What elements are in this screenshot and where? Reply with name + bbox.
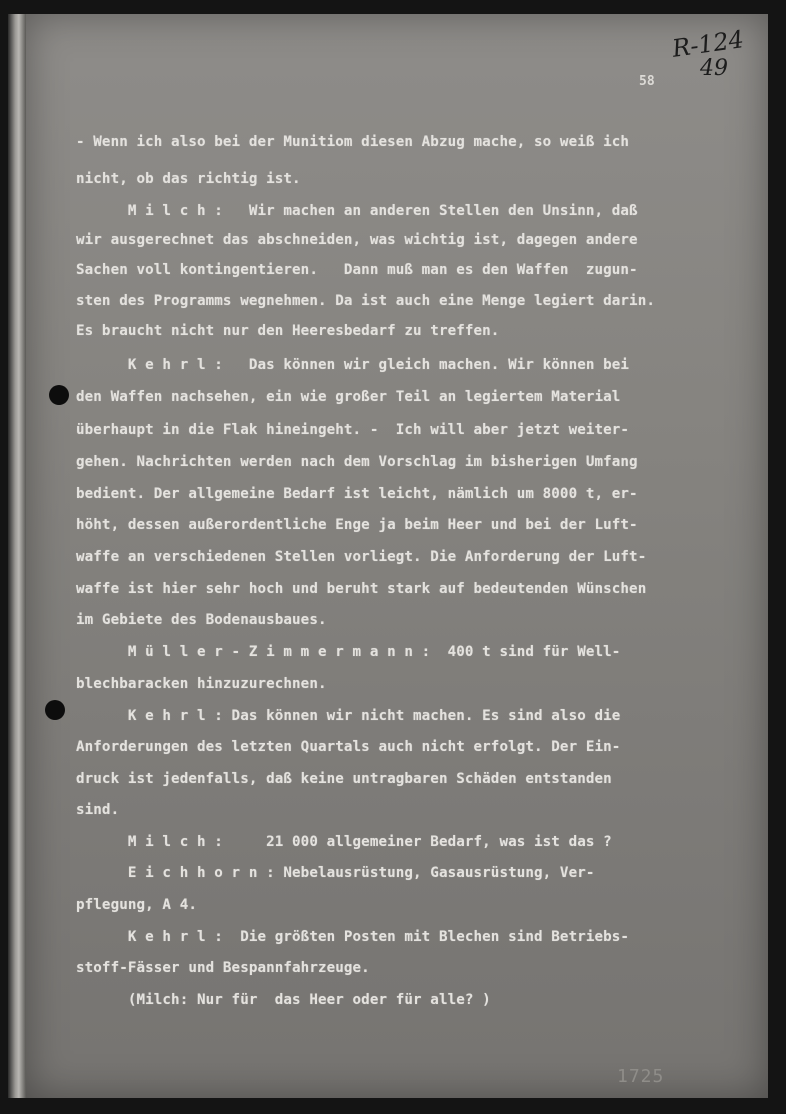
text-line: Sachen voll kontingentieren. Dann muß man es den Waffen zugun- — [76, 262, 638, 278]
text-line: waffe ist hier sehr hoch und beruht stark auf bedeutenden Wünschen — [76, 581, 647, 597]
text-line: sten des Programms wegnehmen. Da ist auch eine Menge legiert darin. — [76, 293, 655, 309]
text-line: stoff-Fässer und Bespannfahrzeuge. — [76, 960, 370, 976]
text-line: bedient. Der allgemeine Bedarf ist leicht, nämlich um 8000 t, er- — [76, 486, 638, 502]
archive-stamp: 1725 — [617, 1066, 665, 1087]
text-line: E i c h h o r n : Nebelausrüstung, Gasausrüstung, Ver- — [76, 865, 595, 881]
text-line: (Milch: Nur für das Heer oder für alle? ) — [76, 992, 491, 1008]
page-number: 58 — [639, 74, 655, 89]
text-line: pflegung, A 4. — [76, 897, 197, 913]
text-line: K e h r l : Das können wir gleich machen. Wir können bei — [76, 357, 630, 373]
text-line: höht, dessen außerordentliche Enge ja beim Heer und bei der Luft- — [76, 517, 638, 533]
text-line: K e h r l : Das können wir nicht machen. Es sind also die — [76, 708, 621, 724]
text-line: Es braucht nicht nur den Heeresbedarf zu treffen. — [76, 323, 500, 339]
text-line: waffe an verschiedenen Stellen vorliegt. Die Anforderung der Luft- — [76, 549, 647, 565]
text-line: im Gebiete des Bodenausbaues. — [76, 612, 327, 628]
text-line: M i l c h : 21 000 allgemeiner Bedarf, was ist das ? — [76, 834, 612, 850]
text-line: - Wenn ich also bei der Munitiom diesen Abzug mache, so weiß ich — [76, 134, 630, 150]
text-line: K e h r l : Die größten Posten mit Blechen sind Betriebs- — [76, 929, 630, 945]
text-line: blechbaracken hinzuzurechnen. — [76, 676, 327, 692]
text-line: M i l c h : Wir machen an anderen Stellen den Unsinn, daß — [76, 203, 638, 219]
text-line: den Waffen nachsehen, ein wie großer Teil an legiertem Material — [76, 389, 621, 405]
text-line: wir ausgerechnet das abschneiden, was wichtig ist, dagegen andere — [76, 232, 638, 248]
text-line: Anforderungen des letzten Quartals auch nicht erfolgt. Der Ein- — [76, 739, 621, 755]
text-line: M ü l l e r - Z i m m e r m a n n : 400 t sind für Well- — [76, 644, 621, 660]
text-line: sind. — [76, 802, 120, 818]
punch-hole — [49, 385, 69, 405]
handwritten-number: 49 — [700, 56, 728, 81]
text-line: gehen. Nachrichten werden nach dem Vorschlag im bisherigen Umfang — [76, 454, 638, 470]
page-edge — [8, 14, 26, 1098]
text-line: nicht, ob das richtig ist. — [76, 171, 301, 187]
punch-hole — [45, 700, 65, 720]
text-line: überhaupt in die Flak hineingeht. - Ich will aber jetzt weiter- — [76, 422, 630, 438]
text-line: druck ist jedenfalls, daß keine untragbaren Schäden entstanden — [76, 771, 612, 787]
handwritten-reference: R-124 — [670, 25, 746, 63]
